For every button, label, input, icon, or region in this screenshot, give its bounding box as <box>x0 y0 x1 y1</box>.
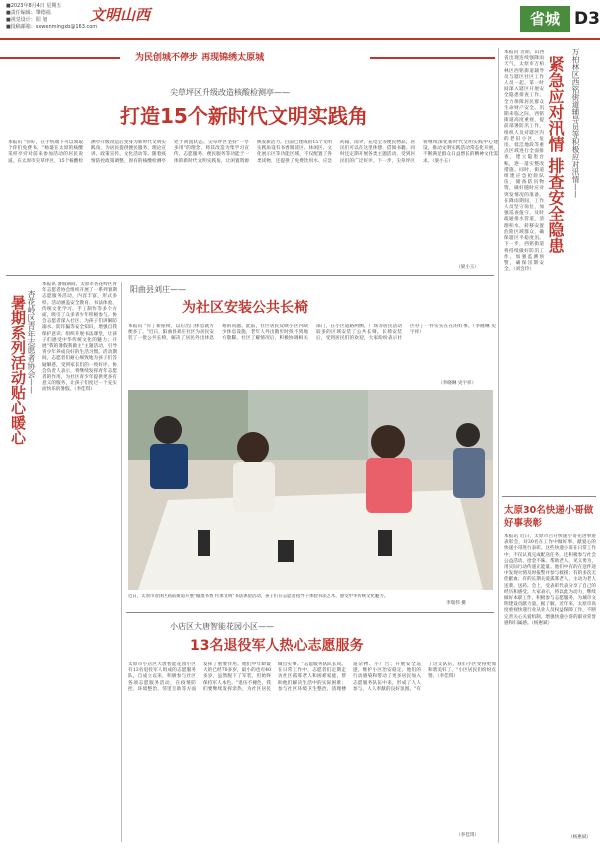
slogan-bar-right <box>370 57 495 59</box>
article4-kicker: 小店区大唐智能花园小区—— <box>170 622 274 631</box>
article4-byline: （李佳琪） <box>456 833 479 838</box>
article1-kicker: 尖草坪区升级改造核酸检测亭—— <box>170 88 290 97</box>
article2-body: 本报讯 暑假期间，太原市杏花岭区青年志愿者协会组织开展了一系列暑期志愿服务活动，内容丰富，形式多样。活动涵盖安全教育、书法体验、传统文化学习、手工制作等多个方面，吸引了众多青少年积极参与。协会志愿者深入社区，为孩子们讲解防溺水、防诈骗等安全知识，增强自我保护意识；组织开展书法课堂，让孩子们感受中华传统文化的魅力；开展"我的暑假我做主"主题活动，引导青少年养成良好的生活习惯。活动期间，志愿者们耐心细致地为孩子们答疑解惑，受到家长们的一致好评。协会负责人表示，将继续发挥青年志愿者的作用，为社区青少年提供更多有意义的服务，让孩子们度过一个充实而快乐的暑假。（李佳琪） <box>42 282 117 393</box>
divider-1 <box>6 275 494 276</box>
divider-col-right <box>498 48 499 843</box>
photo <box>128 390 493 590</box>
article5-kicker: 万柏林区西铭街道辅导员等积极应对汛情—— <box>571 48 580 198</box>
article3-headline: 为社区安装公共长椅 <box>182 300 308 316</box>
page-number: D3 <box>574 9 600 29</box>
article1-body: 本报讯 "你好，在手机端下可以领取个你们免费书，"杨婆在太原的核酸采样亭旁对前来参加活动的居民说道。在太原市尖草坪区，15个核酸检测亭升级改造后变身为新时代文明实践角，为居民提供便民服务、理论宣讲、政策宣传、文化活动等。随着疫情防控政策调整，原有的核酸检测亭处于闲置状态。尖草坪区坚持"一亭多用"的理念，将其改造为集学习宣传、志愿服务、便民服务等功能于一体的新时代文明实践角，让闲置资源焕发新活力。目前已建成的15个文明实践角设有书香阅读区、休闲区、文化展示区等功能区域，不仅配置了各类读物，还提供了免费饮用水、应急药箱、雨伞、充电宝等便民物品，居民们可以在这里休憩，借阅书籍。同时还定期开展各类主题活动，受到居民们的广泛好评。下一步，尖草坪区将继续深化新时代文明实践中心建设，推动文明实践活动常态化开展，不断满足群众日益增长的精神文化需求。（梁小玉） <box>8 140 498 164</box>
masthead-email: ■投稿邮箱：sxwenmingxb@163.com <box>6 24 98 30</box>
divider-2 <box>126 612 494 613</box>
article6-byline: （杨惠斌） <box>568 835 591 840</box>
masthead-logo: 文明山西 <box>90 6 151 24</box>
slogan-bar-left <box>0 57 120 59</box>
masthead <box>0 0 600 38</box>
article5-body-continued <box>504 295 594 490</box>
masthead-designer: ■视觉设计：阳 旭 <box>6 17 48 23</box>
masthead-rule <box>0 38 600 40</box>
photo-caption: 近日，太原市迎泽区庙前街道开展"翰墨书香 传承文明"书法体验活动，孩子们在志愿者指导下体验书法艺术，感受中华传统文化魅力。 <box>128 594 389 599</box>
article2-kicker: 杏花岭区青年志愿者协会—— <box>27 290 36 394</box>
article3-byline: （李晓琳 史宇祥） <box>438 381 477 386</box>
article1-byline: （梁小玉） <box>456 265 479 270</box>
masthead-date: ■2023年8月4日 星期五 <box>6 3 62 9</box>
article5-body: 本报讯 近期，山西省出现连续强降雨天气，太原市万柏林区西铭街道辅导员与辖区社区工作人员一起，第一时间深入辖区开展安全隐患排查工作，全力保障居民群众生命财产安全。汛期来临之际，西铭街道高度重视，提前部署防汛工作，组织人员对辖区内的老旧小区、危房、低洼地段等重点区域进行全面排查，建立隐患台账，逐一落实整改措施。同时，街道组建应急抢险队伍，储备防汛物资，做好随时应对突发情况的准备。在降雨期间，工作人员坚守岗位，加强巡查值守，及时疏通排水管道，清理积水，转移安置危险区域群众，确保辖区平稳度汛。下一步，西铭街道将持续做好防汛工作，加强监测预警，确保汛期安全。（刘会玲） <box>504 50 544 273</box>
divider-3 <box>502 496 596 497</box>
masthead-editor: ■责任编辑：肇德福 <box>6 10 51 16</box>
slogan-band <box>0 48 495 68</box>
photo-illustration <box>128 390 493 590</box>
article6-body: 本报讯 近日，太原市召开快递小哥先进事迹表彰会，对30名在工作中做好事、献爱心的快递小哥进行表彰。这些快递小哥在日常工作中，不仅认真完成配送任务，还积极参与社会公益活动，拾金不昧、帮助老人、见义勇为，用实际行动传递正能量。他们中有的在送件途中发现火情及时报警并参与救援；有的多次无偿献血；有的长期关爱孤寡老人，主动为老人送菜、送药。会上，受表彰代表分享了自己的经历和感受。大家表示，将以此为动力，继续做好本职工作，积极参与志愿服务，为城市文明建设贡献力量。据了解，近年来，太原市高度重视快递行业从业人员权益保障工作，不断完善关心关爱机制，增强快递小哥的职业荣誉感和归属感。（杨惠斌） <box>504 534 596 626</box>
article4-body: 太原市小店区大唐智能花园小区有13名退役军人组成的志愿服务队，自成立以来，积极参与社区各项志愿服务活动，在疫情防控、环境整治、邻里互助等方面发挥了重要作用。他们中年龄最大的已经70多岁，最小的也有40多岁，虽然脱下了军装，但始终保持军人本色。"退伍不褪色，我们要继续发挥余热，为社区居民做点实事。"志愿服务队队长说。在日常工作中，志愿者们定期走访社区孤寡老人和困难家庭，帮助他们解决生活中的实际困难；参与社区环境卫生整治，清理楼道杂物、小广告；开展安全巡逻，维护小区治安稳定。他们的行动感染和带动了更多居民加入志愿服务队伍中来，形成了人人参与、人人奉献的良好氛围。"有了这支队伍，我们小区变得更加和谐美好了。"小区居民们纷纷点赞。（李佳琪） <box>128 662 496 692</box>
article3-body: 本报讯 "有了新座椅，以后出门休息就方便多了。"近日，阳曲县刘庄社区为居民安装了一批公共长椅，解决了居民外出休息难的问题。此前，社区居民反映小区内缺少休息设施，老年人外出散步时找不到地方歇脚。社区了解情况后，积极协调相关部门，在小区道路两侧、广场等居民活动较多的区域安装了公共长椅。长椅安装后，受到居民们的欢迎，大家纷纷表示社区办了一件实实在在的好事。（李晓琳 史宇祥） <box>128 324 496 342</box>
article4-headline: 13名退役军人热心志愿服务 <box>190 638 364 654</box>
section-tag <box>520 6 570 32</box>
photo-byline: 李瑞伟 摄 <box>446 601 466 606</box>
section-label: 省城 <box>529 10 560 28</box>
slogan-text: 为民创城不停步 再现锦绣太原城 <box>135 53 265 63</box>
article3-kicker: 阳曲县刘庄—— <box>130 285 186 294</box>
article1-headline: 打造15个新时代文明实践角 <box>120 104 368 128</box>
article2-headline: 暑期系列活动贴心暖心 <box>9 295 27 445</box>
article6-headline: 太原30名快递小哥做好事表彰 <box>504 505 594 529</box>
divider-col-1 <box>121 282 122 842</box>
article5-headline: 紧急应对汛情 排查安全隐患 <box>546 56 565 254</box>
